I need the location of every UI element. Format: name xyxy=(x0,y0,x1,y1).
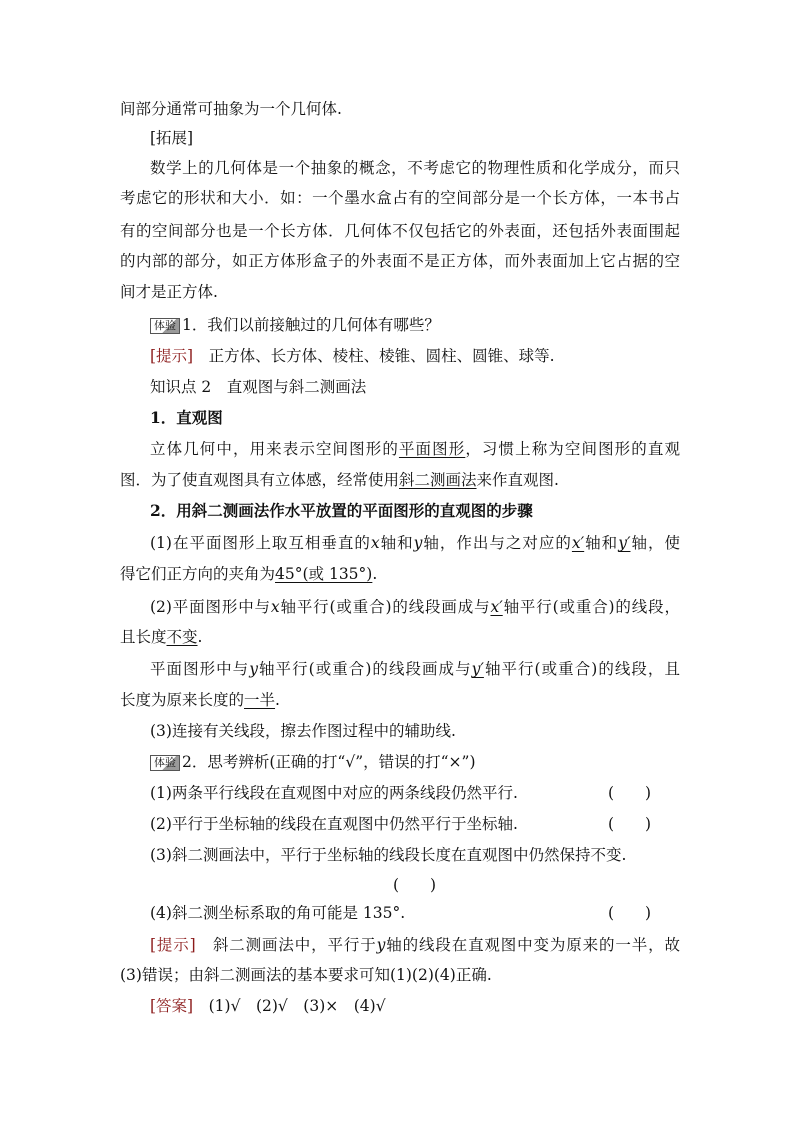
answer-label: [答案] xyxy=(150,997,194,1015)
judgement-item-4: (4)斜二测坐标系取的角可能是 135°. xyxy=(150,904,406,922)
experience-question-2: 体验 2．思考辨析(正确的打“√”，错误的打“×”) xyxy=(150,751,680,773)
paragraph-line: 立体几何中，用来表示空间图形的平面图形，习惯上称为空间图形的直观 xyxy=(150,440,680,458)
section-heading: 1．直观图 xyxy=(150,408,223,427)
experience-question-1: 体验 1．我们以前接触过的几何体有哪些？ xyxy=(150,314,680,336)
hint-line: [提示] 斜二测画法中，平行于y轴的线段在直观图中变为原来的一半，故 xyxy=(150,936,680,954)
step-line: 且长度不变. xyxy=(120,628,203,646)
judgement-item-3: (3)斜二测画法中，平行于坐标轴的线段长度在直观图中仍然保持不变. xyxy=(150,846,627,864)
hint-line: [提示] 正方体、长方体、棱柱、棱锥、圆柱、圆锥、球等. xyxy=(150,347,555,365)
judgement-item-2: (2)平行于坐标轴的线段在直观图中仍然平行于坐标轴. xyxy=(150,815,518,833)
paragraph-line: 间才是正方体. xyxy=(120,283,218,301)
hint-label: [提示] xyxy=(150,936,196,954)
step-line: (2)平面图形中与x轴平行(或重合)的线段画成与x′轴平行(或重合)的线段， xyxy=(150,598,680,616)
step-line: 平面图形中与y轴平行(或重合)的线段画成与y′轴平行(或重合)的线段，且 xyxy=(150,660,680,678)
paragraph-line: 有的空间部分也是一个长方体．几何体不仅包括它的外表面，还包括外表面围起 xyxy=(120,222,680,240)
answer-blank: ( ) xyxy=(608,904,652,922)
step-line: 长度为原来长度的一半. xyxy=(120,691,280,709)
answer-blank: ( ) xyxy=(608,815,652,833)
judgement-item-1: (1)两条平行线段在直观图中对应的两条线段仍然平行. xyxy=(150,784,518,802)
experience-badge: 体验 xyxy=(150,755,180,771)
paragraph-line: 图．为了使直观图具有立体感，经常使用斜二测画法来作直观图. xyxy=(120,471,559,489)
knowledge-point-heading: 知识点 2 直观图与斜二测画法 xyxy=(150,378,367,396)
answer-line: [答案] (1)√ (2)√ (3)× (4)√ xyxy=(150,997,386,1015)
experience-badge: 体验 xyxy=(150,318,180,334)
section-heading: 2．用斜二测画法作水平放置的平面图形的直观图的步骤 xyxy=(150,501,533,520)
answer-blank: ( ) xyxy=(608,784,652,802)
hint-label: [提示] xyxy=(150,347,194,365)
text-line: 间部分通常可抽象为一个几何体. xyxy=(120,100,342,118)
step-line: (3)连接有关线段，擦去作图过程中的辅助线. xyxy=(150,722,456,740)
paragraph-line: 考虑它的形状和大小．如：一个墨水盒占有的空间部分是一个长方体，一本书占 xyxy=(120,189,680,207)
hint-line: (3)错误；由斜二测画法的基本要求可知(1)(2)(4)正确. xyxy=(120,966,492,984)
answer-blank: ( ) xyxy=(393,876,437,894)
expand-heading: [拓展] xyxy=(150,129,194,147)
step-line: (1)在平面图形上取互相垂直的x轴和y轴，作出与之对应的x′轴和y′轴，使 xyxy=(150,534,680,552)
paragraph-line: 数学上的几何体是一个抽象的概念，不考虑它的物理性质和化学成分，而只 xyxy=(150,159,680,177)
step-line: 得它们正方向的夹角为45°(或 135°). xyxy=(120,565,378,583)
paragraph-line: 的内部的部分，如正方体形盒子的外表面不是正方体，而外表面加上它占据的空 xyxy=(120,252,680,270)
